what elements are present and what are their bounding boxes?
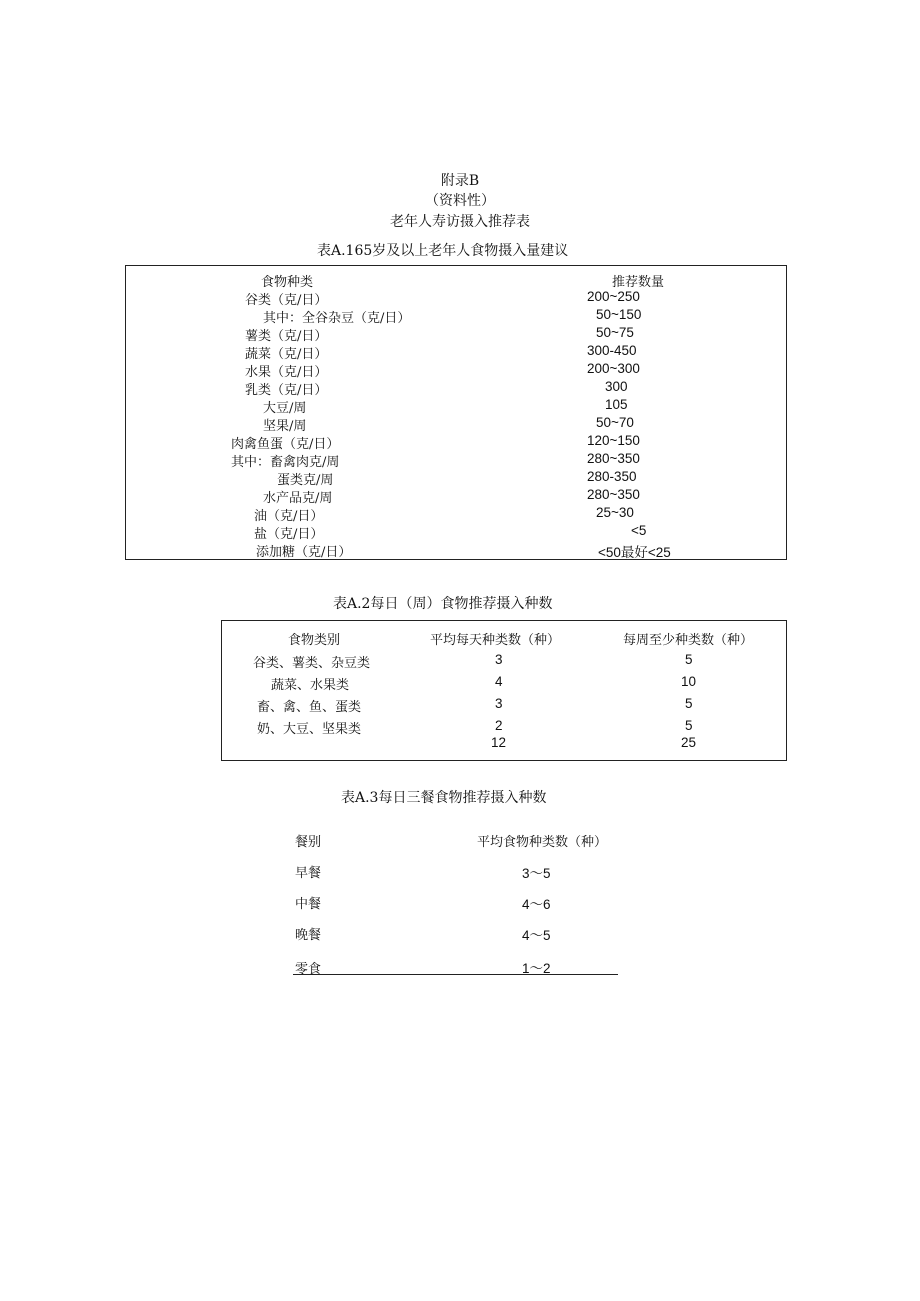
table1-header-food: 食物种类 — [261, 275, 314, 290]
table3-avg: 4～5 — [522, 928, 551, 943]
table1-amount: 280-350 — [587, 469, 637, 484]
table3-header-meal: 餐别 — [295, 835, 322, 850]
table2-category: 奶、大豆、坚果类 — [257, 722, 362, 737]
table1-amount: 25~30 — [596, 505, 634, 520]
appendix-label: 附录B — [440, 173, 480, 189]
table1-amount: <5 — [631, 523, 647, 538]
table2-daily: 12 — [491, 735, 507, 750]
table1-food: 盐（克/日） — [254, 527, 324, 542]
table1-amount: 280~350 — [587, 451, 640, 466]
table1-food: 水产品克/周 — [263, 491, 333, 506]
table1-amount: 50~70 — [596, 415, 634, 430]
table1-food: 添加糖（克/日） — [256, 545, 352, 560]
table2-category: 畜、禽、鱼、蛋类 — [257, 700, 362, 715]
table2-category: 谷类、薯类、杂豆类 — [253, 656, 371, 671]
table2-header-category: 食物类别 — [288, 633, 341, 648]
table2-header-weekly: 每周至少种类数（种） — [623, 633, 754, 648]
table1-amount: 105 — [605, 397, 628, 412]
table3-meal: 零食 — [295, 962, 322, 977]
table1-food: 其中：全谷杂豆（克/日） — [263, 311, 411, 326]
table2-category: 蔬菜、水果类 — [271, 678, 350, 693]
table2-weekly: 5 — [685, 718, 693, 733]
table1-amount: <50最好<25 — [598, 545, 671, 560]
table2-caption: 表A.2每日（周）食物推荐摄入种数 — [333, 596, 553, 612]
table2-daily: 4 — [495, 674, 503, 689]
table1-food: 其中：畜禽肉克/周 — [231, 455, 340, 470]
appendix-type: （资料性） — [425, 193, 495, 209]
table1-amount: 300 — [605, 379, 628, 394]
table2-weekly: 5 — [685, 696, 693, 711]
table1-caption: 表A.165岁及以上老年人食物摄入量建议 — [317, 243, 569, 259]
table1-header-amount: 推荐数量 — [612, 275, 665, 290]
table3-avg: 3～5 — [522, 866, 551, 881]
table1-food: 谷类（克/日） — [245, 293, 328, 308]
table1-food: 蛋类克/周 — [277, 473, 334, 488]
table1-amount: 300-450 — [587, 343, 637, 358]
table1-amount: 200~300 — [587, 361, 640, 376]
table1-food: 坚果/周 — [263, 419, 307, 434]
table1-amount: 200~250 — [587, 289, 640, 304]
table1-food: 肉禽鱼蛋（克/日） — [231, 437, 340, 452]
table3-bottom-rule — [293, 974, 618, 975]
table2-daily: 2 — [495, 718, 503, 733]
table1-food: 水果（克/日） — [245, 365, 328, 380]
table3-meal: 晚餐 — [295, 928, 322, 943]
table3-avg: 1～2 — [522, 961, 551, 976]
table1-amount: 50~75 — [596, 325, 634, 340]
table1-food: 乳类（克/日） — [245, 383, 328, 398]
table1-food: 大豆/周 — [263, 401, 307, 416]
table1-amount: 120~150 — [587, 433, 640, 448]
appendix-title: 老年人寿访摄入推荐表 — [390, 214, 530, 230]
table1-amount: 280~350 — [587, 487, 640, 502]
table2-daily: 3 — [495, 652, 503, 667]
table3-header-avg: 平均食物种类数（种） — [477, 835, 608, 850]
table1-amount: 50~150 — [596, 307, 642, 322]
table1-frame — [125, 265, 787, 560]
table1-food: 油（克/日） — [254, 509, 324, 524]
table3-meal: 早餐 — [295, 866, 322, 881]
table2-weekly: 10 — [681, 674, 697, 689]
table2-weekly: 25 — [681, 735, 697, 750]
table1-food: 薯类（克/日） — [245, 329, 328, 344]
table2-weekly: 5 — [685, 652, 693, 667]
table3-avg: 4～6 — [522, 897, 551, 912]
table3-meal: 中餐 — [295, 897, 322, 912]
table1-food: 蔬菜（克/日） — [245, 347, 328, 362]
table3-caption: 表A.3每日三餐食物推荐摄入种数 — [341, 790, 547, 806]
table2-daily: 3 — [495, 696, 503, 711]
table2-header-daily: 平均每天种类数（种） — [430, 633, 561, 648]
